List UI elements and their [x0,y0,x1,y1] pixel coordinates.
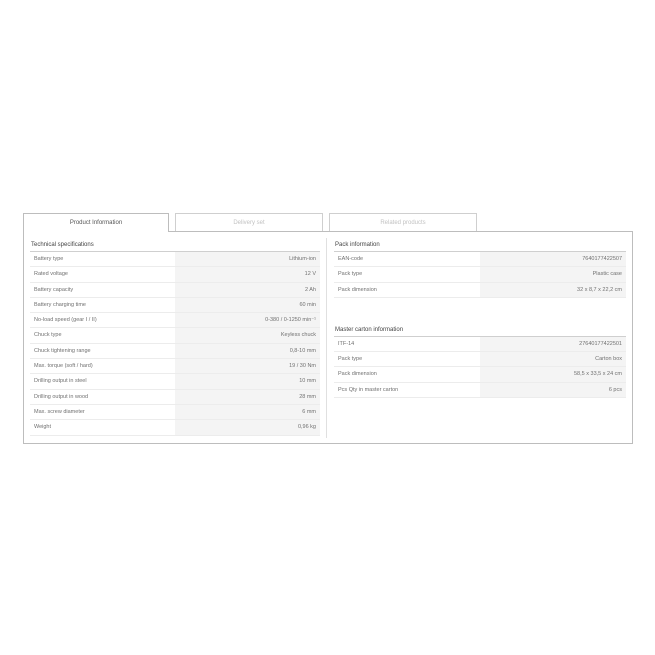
spec-label: Max. screw diameter [30,404,175,419]
spec-label: No-load speed (gear I / II) [30,313,175,328]
tab-bar [23,213,633,232]
spec-value: 60 min [175,297,320,312]
spec-label: Max. torque (soft / hard) [30,359,175,374]
spec-value: Carton box [480,352,626,367]
spec-value: Keyless chuck [175,328,320,343]
spec-value: 58,5 x 33,5 x 24 cm [480,367,626,382]
table-row [30,343,320,358]
spec-label: Battery type [30,252,175,267]
tab-product-information[interactable]: Product Information [23,213,169,232]
pack-section [334,232,626,398]
spec-value: 32 x 8,7 x 22,2 cm [480,282,626,297]
spec-value: 2 Ah [175,282,320,297]
spec-label: Pcs Qty in master carton [334,382,480,397]
product-information-panel [23,231,633,444]
spec-value: 28 mm [175,389,320,404]
spec-value: Plastic case [480,267,626,282]
table-row [30,404,320,419]
table-row [334,367,626,382]
spec-label: Battery charging time [30,297,175,312]
table-row [334,282,626,297]
spec-value: 12 V [175,267,320,282]
master-carton-information-title: Master carton information [334,324,626,337]
spec-label: Pack type [334,352,480,367]
spec-value: 0,8-10 mm [175,343,320,358]
table-row [30,313,320,328]
spec-label: Pack type [334,267,480,282]
spec-label: Weight [30,420,175,435]
spec-label: Chuck tightening range [30,343,175,358]
spec-value: 19 / 30 Nm [175,359,320,374]
table-row [30,297,320,312]
table-row [334,267,626,282]
table-row [334,382,626,397]
spec-value: 10 mm [175,374,320,389]
technical-specifications-title: Technical specifications [30,239,320,252]
spec-label: Drilling output in steel [30,374,175,389]
table-row [30,420,320,435]
spec-label: Pack dimension [334,282,480,297]
table-row [334,337,626,352]
table-row [30,359,320,374]
spec-label: EAN-code [334,252,480,267]
table-row [30,252,320,267]
spec-value: Lithium-ion [175,252,320,267]
spec-label: Chuck type [30,328,175,343]
spec-label: ITF-14 [334,337,480,352]
tab-delivery-set[interactable]: Delivery set [175,213,323,231]
table-row [30,328,320,343]
spec-label: Rated voltage [30,267,175,282]
spec-value: 6 pcs [480,382,626,397]
spec-label: Drilling output in wood [30,389,175,404]
pack-information-table [334,252,626,298]
table-row [30,267,320,282]
spec-value: 7640177422507 [480,252,626,267]
table-row [334,352,626,367]
column-divider [326,238,327,438]
spec-value: 0,96 kg [175,420,320,435]
spec-value: 6 mm [175,404,320,419]
tab-related-products[interactable]: Related products [329,213,477,231]
technical-specifications-section [30,232,320,436]
table-row [30,374,320,389]
pack-information-title: Pack information [334,239,626,252]
spec-label: Battery capacity [30,282,175,297]
table-row [30,389,320,404]
spec-value: 27640177422501 [480,337,626,352]
spec-value: 0-380 / 0-1250 min⁻¹ [175,313,320,328]
table-row [334,252,626,267]
table-row [30,282,320,297]
master-carton-information-table [334,337,626,398]
spec-label: Pack dimension [334,367,480,382]
technical-specifications-table [30,252,320,436]
